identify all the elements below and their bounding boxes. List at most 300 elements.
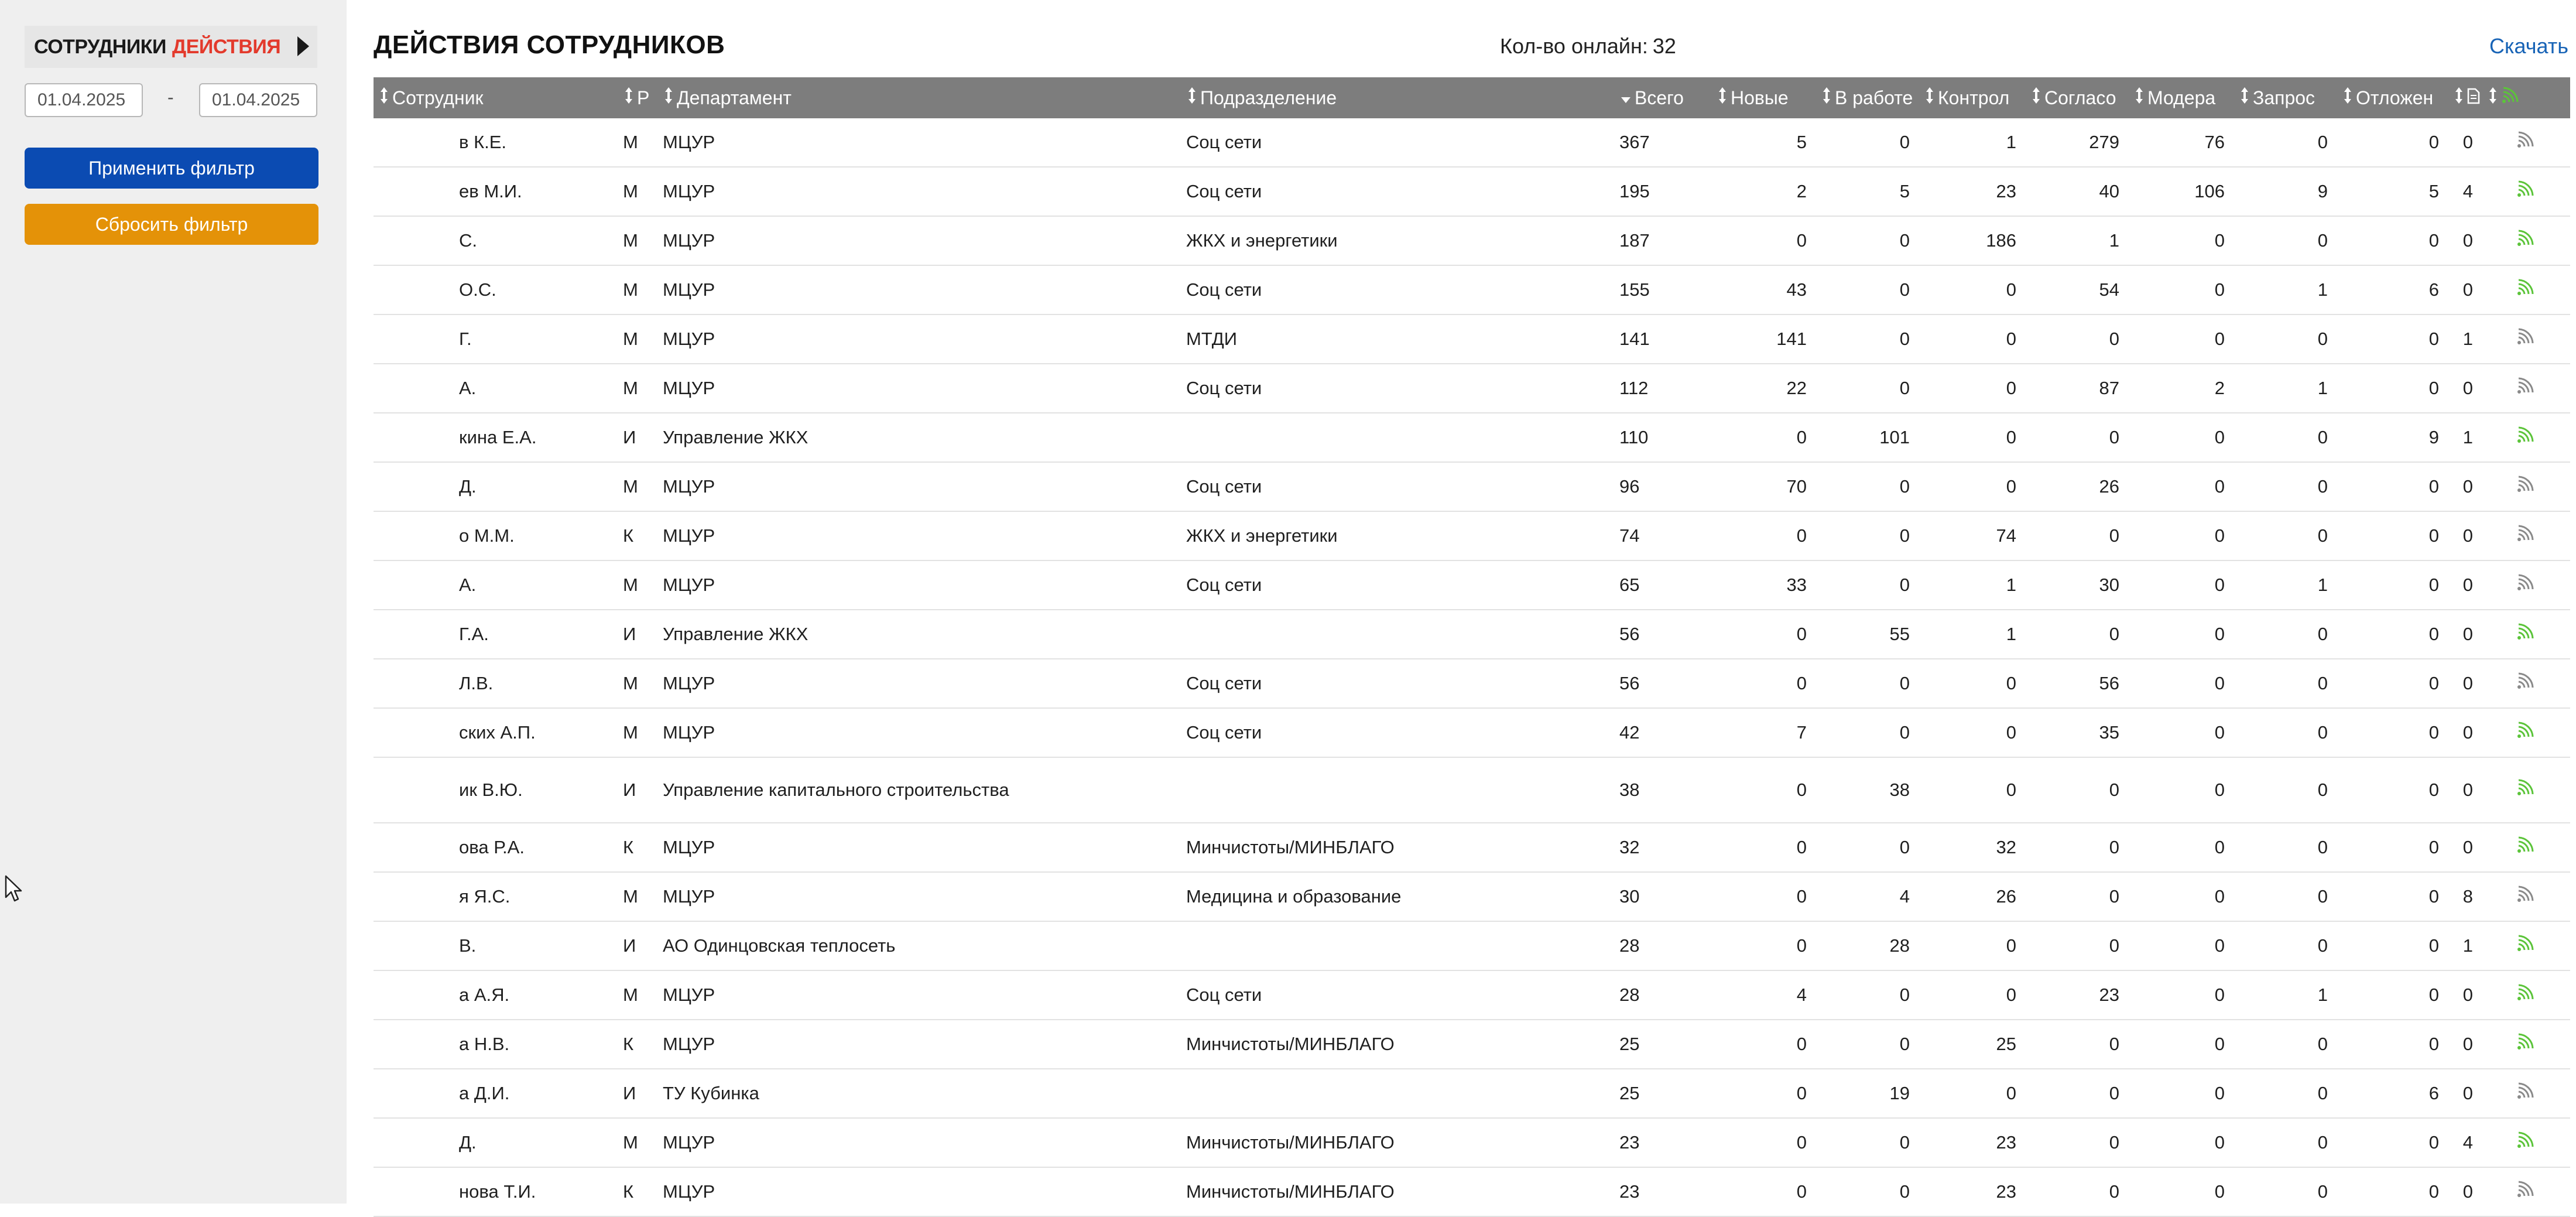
- column-label: Модера: [2147, 87, 2216, 108]
- column-header-postponed[interactable]: [2337, 77, 2448, 118]
- signal-icon: [2516, 837, 2536, 858]
- cell-doc: 0: [2448, 823, 2482, 872]
- table-row[interactable]: [374, 610, 2570, 659]
- column-label: Отложен: [2356, 87, 2434, 108]
- cell-role: К: [618, 511, 658, 560]
- cell-postponed: 0: [2337, 872, 2448, 921]
- cell-subdivision: [1181, 610, 1615, 659]
- cell-agree: 0: [2026, 413, 2129, 462]
- cell-status: [2482, 118, 2570, 167]
- signal-icon: [2516, 936, 2536, 956]
- cell-request: 0: [2234, 1020, 2337, 1069]
- cell-subdivision: ЖКХ и энергетики: [1181, 216, 1615, 265]
- cell-postponed: 0: [2337, 216, 2448, 265]
- signal-icon: [2501, 87, 2521, 108]
- table-row[interactable]: [374, 970, 2570, 1020]
- signal-icon: [2516, 231, 2536, 251]
- cell-new: 33: [1712, 560, 1816, 610]
- mouse-cursor-icon: [5, 875, 22, 903]
- employee-name[interactable]: Г.: [459, 329, 472, 349]
- table-row[interactable]: [374, 167, 2570, 216]
- cell-moder: 0: [2129, 921, 2234, 970]
- table-row[interactable]: [374, 364, 2570, 413]
- cell-doc: 0: [2448, 462, 2482, 511]
- column-label: Новые: [1731, 87, 1789, 108]
- employee-name[interactable]: в К.Е.: [459, 132, 507, 152]
- cell-employee: [374, 216, 618, 265]
- column-header-control[interactable]: [1919, 77, 2026, 118]
- cell-role: К: [618, 823, 658, 872]
- cell-subdivision: Минчистоты/МИНБЛАГО: [1181, 1020, 1615, 1069]
- cell-status: [2482, 1167, 2570, 1216]
- cell-in_work: 28: [1816, 921, 1919, 970]
- cell-moder: 0: [2129, 659, 2234, 708]
- employee-name[interactable]: С.: [459, 230, 477, 251]
- signal-icon: [2516, 132, 2536, 153]
- cell-control: 26: [1919, 872, 2026, 921]
- table-row[interactable]: [374, 265, 2570, 314]
- sort-icon[interactable]: [1718, 87, 1727, 108]
- employee-name[interactable]: В.: [459, 935, 477, 956]
- table-row[interactable]: [374, 1118, 2570, 1167]
- cell-control: 0: [1919, 659, 2026, 708]
- cell-role: М: [618, 462, 658, 511]
- cell-total: 367: [1615, 118, 1712, 167]
- cell-agree: 30: [2026, 560, 2129, 610]
- triangle-right-icon[interactable]: [297, 36, 309, 56]
- tab-employees[interactable]: СОТРУДНИКИ: [34, 35, 166, 58]
- employee-name[interactable]: ев М.И.: [459, 181, 522, 201]
- cell-subdivision: Соц сети: [1181, 118, 1615, 167]
- signal-icon: [2516, 428, 2536, 448]
- cell-control: 0: [1919, 1069, 2026, 1118]
- cell-status: [2482, 216, 2570, 265]
- cell-doc: 4: [2448, 167, 2482, 216]
- cell-subdivision: Соц сети: [1181, 560, 1615, 610]
- reset-filter-button[interactable]: Сбросить фильтр: [25, 204, 318, 245]
- cell-doc: 4: [2448, 1118, 2482, 1167]
- table-row[interactable]: [374, 1167, 2570, 1216]
- sort-icon[interactable]: [664, 87, 673, 108]
- cell-employee: [374, 1118, 618, 1167]
- cell-total: 155: [1615, 265, 1712, 314]
- cell-control: 0: [1919, 462, 2026, 511]
- cell-subdivision: Соц сети: [1181, 364, 1615, 413]
- cell-total: 56: [1615, 659, 1712, 708]
- cell-role: М: [618, 1118, 658, 1167]
- signal-icon: [2516, 723, 2536, 743]
- cell-total: 23: [1615, 1118, 1712, 1167]
- cell-request: 0: [2234, 118, 2337, 167]
- table-row[interactable]: [374, 1069, 2570, 1118]
- table-row[interactable]: [374, 314, 2570, 364]
- cell-new: 0: [1712, 1069, 1816, 1118]
- table-row[interactable]: [374, 823, 2570, 872]
- cell-role: М: [618, 560, 658, 610]
- cell-doc: 1: [2448, 413, 2482, 462]
- cell-role: И: [618, 757, 658, 823]
- cell-department: МЦУР: [658, 560, 1181, 610]
- cell-employee: [374, 823, 618, 872]
- cell-control: 0: [1919, 314, 2026, 364]
- cell-new: 141: [1712, 314, 1816, 364]
- cell-total: 28: [1615, 921, 1712, 970]
- cell-request: 0: [2234, 462, 2337, 511]
- cell-role: М: [618, 265, 658, 314]
- cell-doc: 0: [2448, 1069, 2482, 1118]
- employee-name[interactable]: ова Р.А.: [459, 837, 525, 857]
- cell-status: [2482, 1069, 2570, 1118]
- employee-actions-table: [374, 77, 2570, 1217]
- cell-total: 141: [1615, 314, 1712, 364]
- cell-status: [2482, 364, 2570, 413]
- apply-filter-button[interactable]: Применить фильтр: [25, 148, 318, 189]
- date-to-input[interactable]: [199, 83, 317, 117]
- cell-doc: 0: [2448, 560, 2482, 610]
- cell-control: 1: [1919, 560, 2026, 610]
- cell-agree: 26: [2026, 462, 2129, 511]
- cell-doc: 0: [2448, 1020, 2482, 1069]
- cell-subdivision: Соц сети: [1181, 970, 1615, 1020]
- cell-subdivision: Минчистоты/МИНБЛАГО: [1181, 823, 1615, 872]
- employee-name[interactable]: а А.Я.: [459, 984, 510, 1005]
- cell-doc: 0: [2448, 511, 2482, 560]
- cell-new: 5: [1712, 118, 1816, 167]
- cell-doc: 0: [2448, 265, 2482, 314]
- signal-icon: [2516, 624, 2536, 645]
- column-header-request[interactable]: [2234, 77, 2337, 118]
- cell-department: МЦУР: [658, 1020, 1181, 1069]
- cell-role: И: [618, 610, 658, 659]
- employee-name[interactable]: А.: [459, 575, 477, 595]
- cell-doc: 1: [2448, 921, 2482, 970]
- sort-desc-icon[interactable]: [1621, 87, 1631, 108]
- cell-in_work: 4: [1816, 872, 1919, 921]
- employee-name[interactable]: Г.А.: [459, 624, 489, 644]
- download-link[interactable]: Скачать: [2489, 34, 2568, 58]
- cell-control: 1: [1919, 610, 2026, 659]
- cell-control: 0: [1919, 970, 2026, 1020]
- cell-moder: 2: [2129, 364, 2234, 413]
- column-header-in_work[interactable]: [1816, 77, 1919, 118]
- cell-status: [2482, 265, 2570, 314]
- cell-department: МЦУР: [658, 1167, 1181, 1216]
- table-header-row: [374, 77, 2570, 118]
- sort-icon[interactable]: [1187, 87, 1197, 108]
- cell-postponed: 0: [2337, 1020, 2448, 1069]
- cell-role: И: [618, 921, 658, 970]
- cell-in_work: 0: [1816, 462, 1919, 511]
- employee-name[interactable]: ик В.Ю.: [459, 780, 523, 800]
- sort-icon[interactable]: [2343, 87, 2352, 108]
- cell-status: [2482, 462, 2570, 511]
- sort-icon[interactable]: [379, 87, 389, 108]
- cell-subdivision: Медицина и образование: [1181, 872, 1615, 921]
- cell-postponed: 0: [2337, 823, 2448, 872]
- column-label: В работе: [1835, 87, 1913, 108]
- cell-doc: 0: [2448, 118, 2482, 167]
- cell-employee: [374, 413, 618, 462]
- signal-icon: [2516, 1083, 2536, 1104]
- cell-postponed: 9: [2337, 413, 2448, 462]
- cell-status: [2482, 314, 2570, 364]
- cell-total: 187: [1615, 216, 1712, 265]
- cell-agree: 54: [2026, 265, 2129, 314]
- cell-employee: [374, 560, 618, 610]
- cell-role: М: [618, 872, 658, 921]
- table-row[interactable]: [374, 118, 2570, 167]
- cell-agree: 0: [2026, 757, 2129, 823]
- cell-in_work: 0: [1816, 364, 1919, 413]
- cell-postponed: 0: [2337, 921, 2448, 970]
- cell-in_work: 0: [1816, 1118, 1919, 1167]
- cell-department: Управление ЖКХ: [658, 413, 1181, 462]
- column-label: Контрол: [1938, 87, 2010, 108]
- cell-moder: 0: [2129, 1020, 2234, 1069]
- cell-request: 0: [2234, 921, 2337, 970]
- cell-request: 1: [2234, 560, 2337, 610]
- cell-request: 1: [2234, 364, 2337, 413]
- sort-icon[interactable]: [2488, 87, 2498, 108]
- signal-icon: [2516, 378, 2536, 399]
- column-header-new[interactable]: [1712, 77, 1816, 118]
- table-row[interactable]: [374, 413, 2570, 462]
- column-header-moder[interactable]: [2129, 77, 2234, 118]
- cell-control: 23: [1919, 167, 2026, 216]
- cell-status: [2482, 872, 2570, 921]
- cell-new: 43: [1712, 265, 1816, 314]
- cell-moder: 0: [2129, 462, 2234, 511]
- cell-role: М: [618, 970, 658, 1020]
- document-icon: [2467, 87, 2480, 108]
- table-row[interactable]: [374, 511, 2570, 560]
- signal-icon: [2516, 280, 2536, 300]
- table-row[interactable]: [374, 708, 2570, 757]
- table-row[interactable]: [374, 757, 2570, 823]
- cell-postponed: 0: [2337, 511, 2448, 560]
- cell-subdivision: [1181, 413, 1615, 462]
- cell-postponed: 0: [2337, 462, 2448, 511]
- sort-icon[interactable]: [624, 87, 633, 108]
- cell-subdivision: Соц сети: [1181, 167, 1615, 216]
- cell-role: М: [618, 659, 658, 708]
- cell-control: 23: [1919, 1118, 2026, 1167]
- employee-name[interactable]: Д.: [459, 476, 477, 497]
- cell-in_work: 55: [1816, 610, 1919, 659]
- column-label: Департамент: [677, 87, 792, 108]
- cell-new: 0: [1712, 872, 1816, 921]
- signal-icon: [2516, 477, 2536, 497]
- cell-moder: 0: [2129, 413, 2234, 462]
- table-row[interactable]: [374, 560, 2570, 610]
- employee-name[interactable]: нова Т.И.: [459, 1181, 536, 1202]
- employee-name[interactable]: о М.М.: [459, 525, 515, 546]
- employee-name[interactable]: О.С.: [459, 279, 496, 300]
- signal-icon: [2516, 182, 2536, 202]
- employee-name[interactable]: кина Е.А.: [459, 427, 537, 447]
- online-count: [1500, 34, 1676, 59]
- cell-control: 0: [1919, 364, 2026, 413]
- column-header-role[interactable]: [618, 77, 658, 118]
- column-header-subdivision[interactable]: [1181, 77, 1615, 118]
- column-header-agree[interactable]: [2026, 77, 2129, 118]
- cell-subdivision: Минчистоты/МИНБЛАГО: [1181, 1118, 1615, 1167]
- table-row[interactable]: [374, 872, 2570, 921]
- cell-department: МЦУР: [658, 216, 1181, 265]
- employee-name[interactable]: А.: [459, 378, 477, 398]
- cell-employee: [374, 511, 618, 560]
- cell-department: МЦУР: [658, 872, 1181, 921]
- cell-subdivision: [1181, 1069, 1615, 1118]
- employee-name[interactable]: а Д.И.: [459, 1083, 510, 1103]
- cell-moder: 0: [2129, 1167, 2234, 1216]
- employee-name[interactable]: Л.В.: [459, 673, 494, 693]
- table-row[interactable]: [374, 216, 2570, 265]
- cell-status: [2482, 659, 2570, 708]
- cell-employee: [374, 921, 618, 970]
- cell-moder: 0: [2129, 970, 2234, 1020]
- cell-postponed: 0: [2337, 560, 2448, 610]
- cell-employee: [374, 970, 618, 1020]
- cell-new: 0: [1712, 1118, 1816, 1167]
- cell-new: 0: [1712, 823, 1816, 872]
- employee-name[interactable]: ских А.П.: [459, 722, 536, 743]
- cell-department: МЦУР: [658, 314, 1181, 364]
- sort-icon[interactable]: [2135, 87, 2144, 108]
- cell-employee: [374, 757, 618, 823]
- column-label: Подразделение: [1200, 87, 1337, 108]
- cell-in_work: 0: [1816, 1020, 1919, 1069]
- online-count-label: Кол-во онлайн:: [1500, 34, 1648, 58]
- cell-role: М: [618, 314, 658, 364]
- cell-in_work: 101: [1816, 413, 1919, 462]
- cell-postponed: 0: [2337, 1167, 2448, 1216]
- signal-icon: [2516, 780, 2536, 801]
- cell-total: 23: [1615, 1167, 1712, 1216]
- cell-moder: 0: [2129, 216, 2234, 265]
- cell-agree: 40: [2026, 167, 2129, 216]
- online-count-value: 32: [1652, 34, 1676, 58]
- sort-icon[interactable]: [2454, 87, 2464, 108]
- cell-request: 0: [2234, 216, 2337, 265]
- cell-department: Управление ЖКХ: [658, 610, 1181, 659]
- table-row[interactable]: [374, 659, 2570, 708]
- cell-total: 110: [1615, 413, 1712, 462]
- cell-new: 70: [1712, 462, 1816, 511]
- cell-new: 0: [1712, 757, 1816, 823]
- cell-department: МЦУР: [658, 511, 1181, 560]
- column-header-employee[interactable]: [374, 77, 618, 118]
- cell-department: МЦУР: [658, 118, 1181, 167]
- cell-postponed: 0: [2337, 970, 2448, 1020]
- cell-total: 96: [1615, 462, 1712, 511]
- column-header-department[interactable]: [658, 77, 1181, 118]
- cell-request: 1: [2234, 970, 2337, 1020]
- cell-agree: 0: [2026, 1167, 2129, 1216]
- table-row[interactable]: [374, 921, 2570, 970]
- table-row[interactable]: [374, 462, 2570, 511]
- employee-name[interactable]: Д.: [459, 1132, 477, 1153]
- cell-role: К: [618, 1020, 658, 1069]
- cell-agree: 0: [2026, 1020, 2129, 1069]
- cell-new: 2: [1712, 167, 1816, 216]
- cell-total: 28: [1615, 970, 1712, 1020]
- cell-postponed: 0: [2337, 610, 2448, 659]
- cell-status: [2482, 610, 2570, 659]
- cell-employee: [374, 167, 618, 216]
- sort-icon[interactable]: [1822, 87, 1831, 108]
- cell-total: 74: [1615, 511, 1712, 560]
- column-header-total[interactable]: [1615, 77, 1712, 118]
- cell-agree: 0: [2026, 314, 2129, 364]
- employee-name[interactable]: я Я.С.: [459, 886, 511, 907]
- cell-total: 38: [1615, 757, 1712, 823]
- sort-icon[interactable]: [1925, 87, 1934, 108]
- column-header-doc[interactable]: [2448, 77, 2482, 118]
- cell-in_work: 0: [1816, 560, 1919, 610]
- cell-agree: 87: [2026, 364, 2129, 413]
- date-from-input[interactable]: [25, 83, 143, 117]
- cell-subdivision: Соц сети: [1181, 708, 1615, 757]
- cell-request: 1: [2234, 265, 2337, 314]
- cell-department: МЦУР: [658, 970, 1181, 1020]
- signal-icon: [2516, 674, 2536, 694]
- cell-new: 0: [1712, 1020, 1816, 1069]
- cell-control: 1: [1919, 118, 2026, 167]
- cell-moder: 0: [2129, 1118, 2234, 1167]
- cell-control: 0: [1919, 921, 2026, 970]
- cell-control: 23: [1919, 1167, 2026, 1216]
- cell-in_work: 0: [1816, 511, 1919, 560]
- table-row[interactable]: [374, 1020, 2570, 1069]
- date-separator: -: [167, 87, 174, 108]
- signal-icon: [2516, 887, 2536, 907]
- cell-employee: [374, 118, 618, 167]
- sort-icon[interactable]: [2032, 87, 2041, 108]
- cell-request: 0: [2234, 708, 2337, 757]
- cell-new: 7: [1712, 708, 1816, 757]
- sort-icon[interactable]: [2240, 87, 2249, 108]
- cell-doc: 0: [2448, 757, 2482, 823]
- cell-in_work: 0: [1816, 265, 1919, 314]
- signal-icon: [2516, 1034, 2536, 1055]
- cell-new: 0: [1712, 413, 1816, 462]
- cell-department: Управление капитального строительства: [658, 757, 1181, 823]
- cell-employee: [374, 1020, 618, 1069]
- cell-postponed: 6: [2337, 265, 2448, 314]
- cell-in_work: 0: [1816, 659, 1919, 708]
- column-label: Всего: [1635, 87, 1684, 108]
- signal-icon: [2516, 575, 2536, 596]
- cell-employee: [374, 265, 618, 314]
- cell-employee: [374, 364, 618, 413]
- cell-agree: 23: [2026, 970, 2129, 1020]
- column-header-status[interactable]: [2482, 77, 2570, 118]
- cell-doc: 8: [2448, 872, 2482, 921]
- cell-moder: 0: [2129, 265, 2234, 314]
- cell-moder: 0: [2129, 610, 2234, 659]
- cell-role: М: [618, 216, 658, 265]
- tab-actions[interactable]: ДЕЙСТВИЯ: [172, 35, 281, 58]
- employee-name[interactable]: а Н.В.: [459, 1034, 510, 1054]
- cell-department: МЦУР: [658, 167, 1181, 216]
- cell-new: 0: [1712, 610, 1816, 659]
- cell-status: [2482, 757, 2570, 823]
- cell-agree: 0: [2026, 921, 2129, 970]
- cell-total: 112: [1615, 364, 1712, 413]
- cell-total: 30: [1615, 872, 1712, 921]
- cell-status: [2482, 970, 2570, 1020]
